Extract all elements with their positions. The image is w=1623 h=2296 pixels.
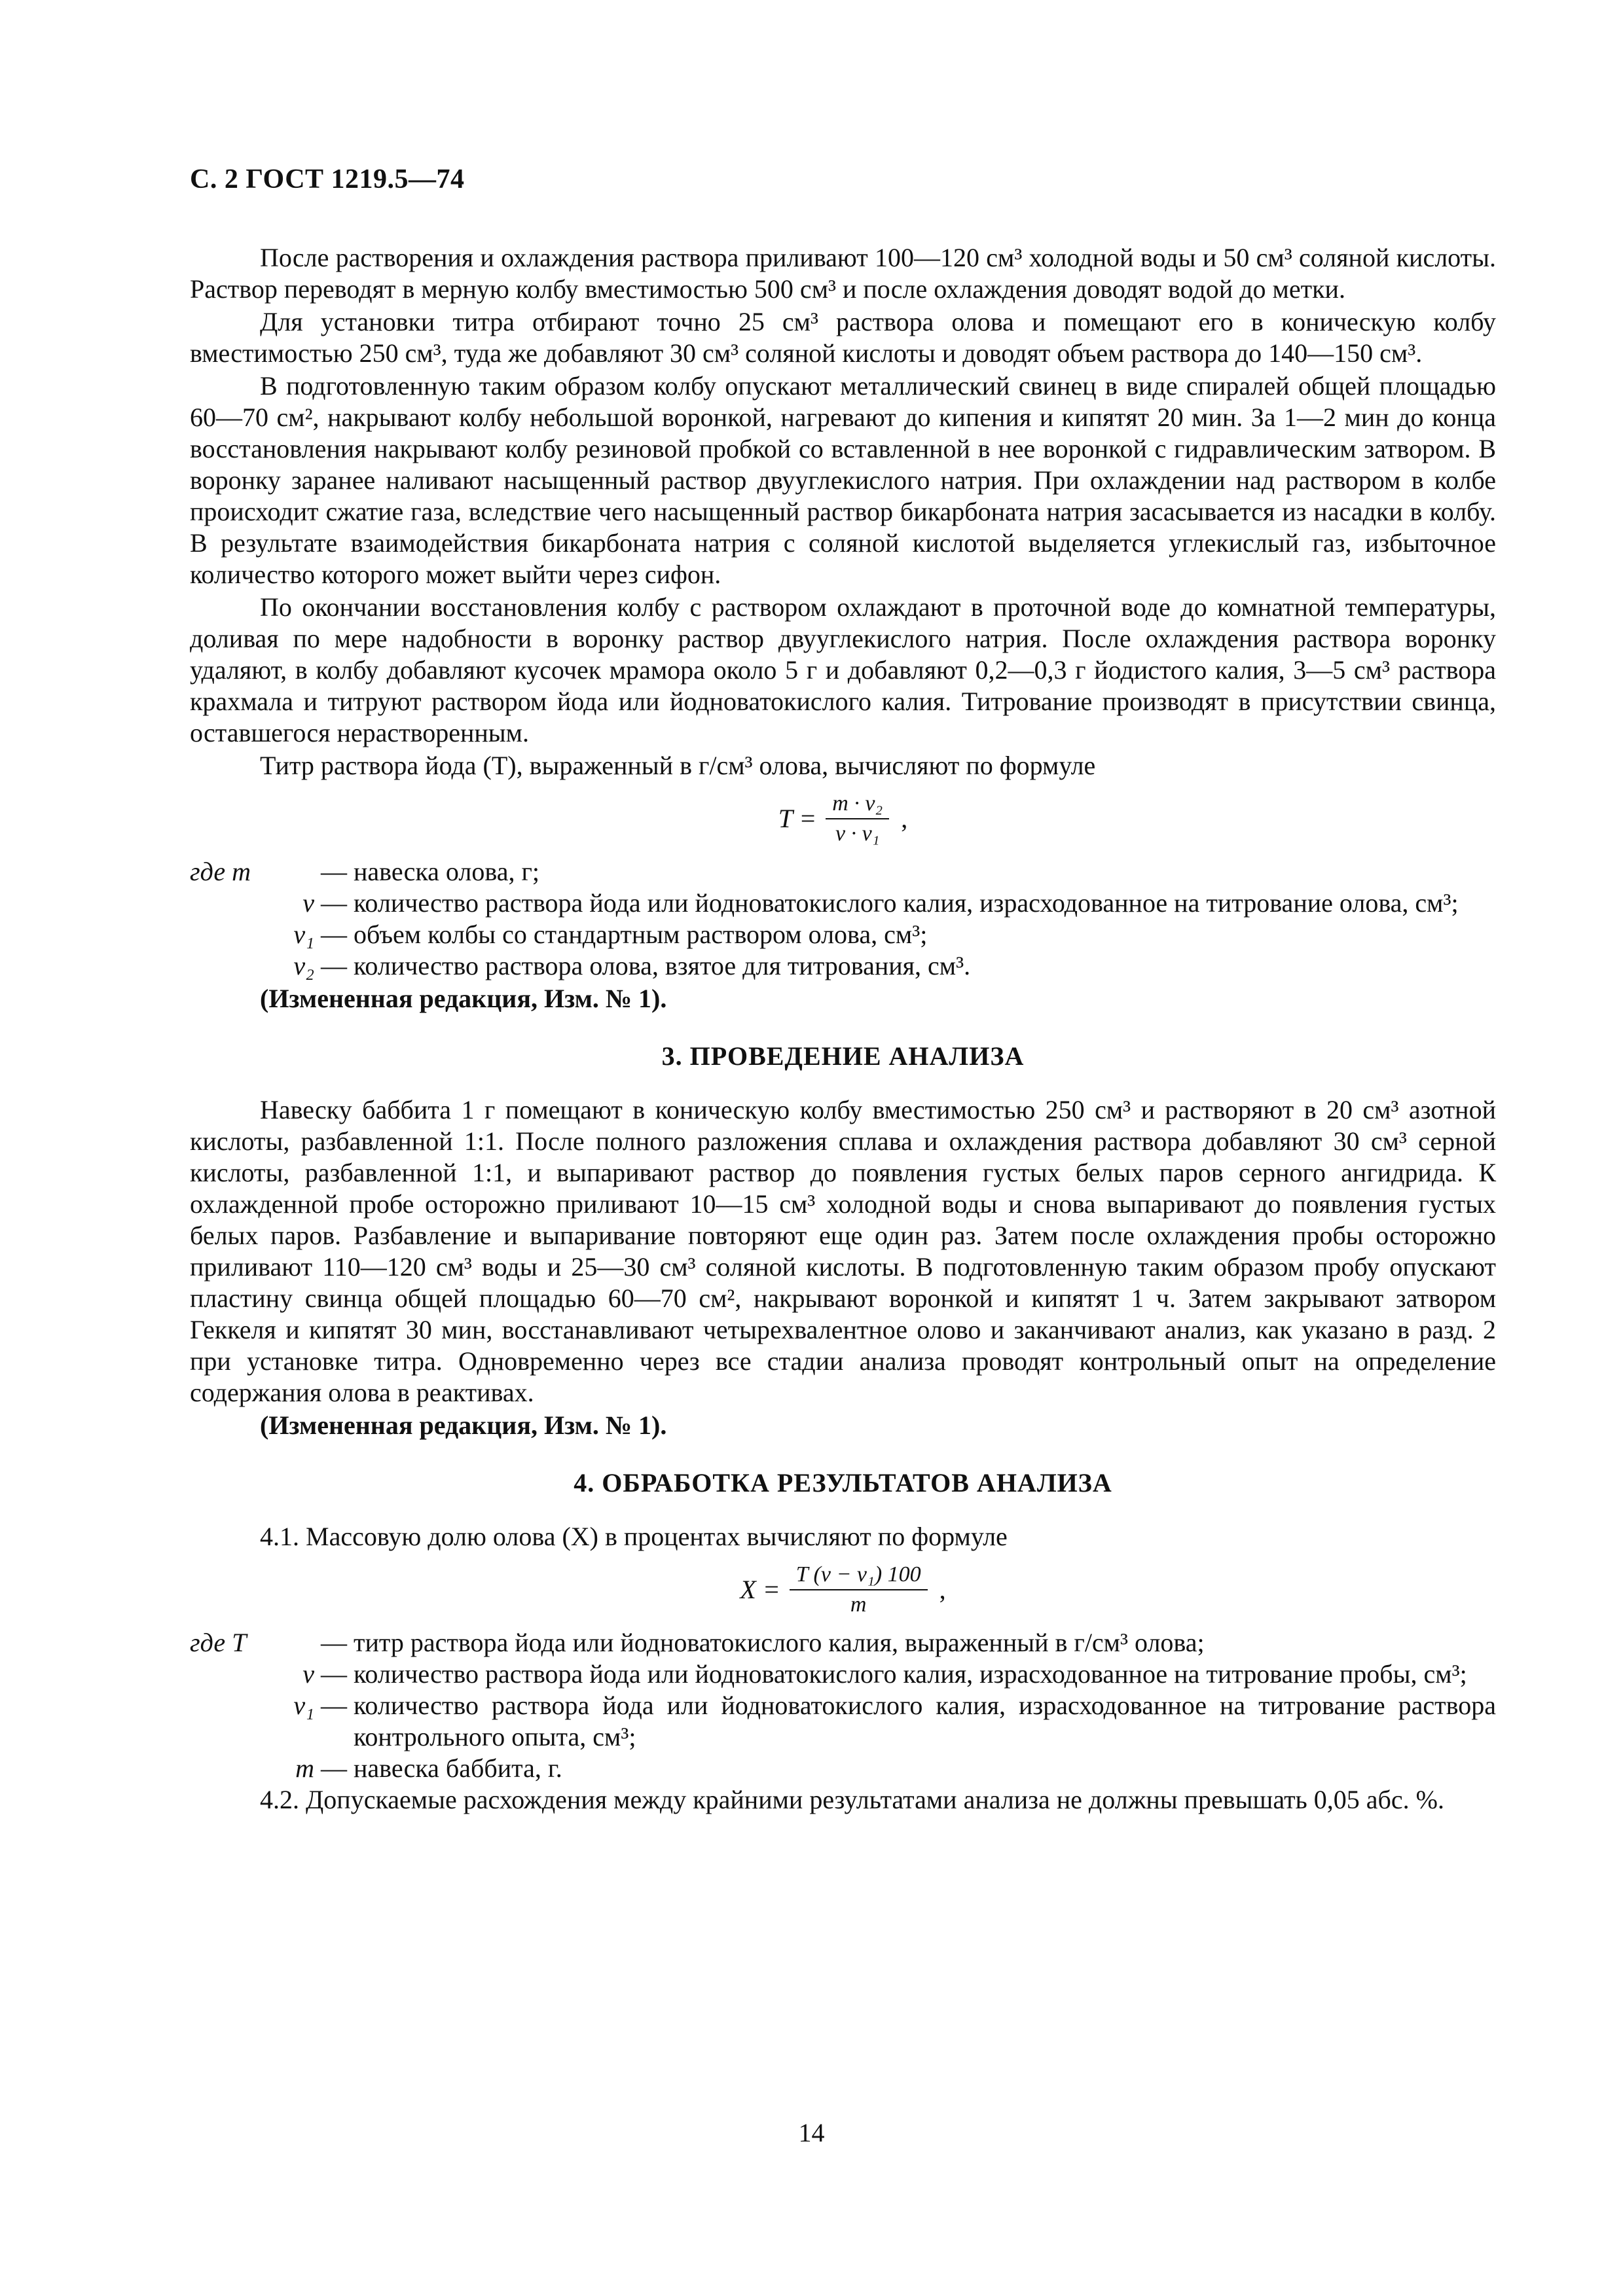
formula-lhs: T = [778,804,817,833]
formula-denominator: m [850,1592,867,1617]
variable-legend [190,1627,1496,1784]
revision-note: (Измененная редакция, Изм. № 1). [260,1410,667,1440]
legend-symbol: v₂ [293,951,314,980]
paragraph: 4.2. Допускаемые расхождения между крайними результатами анализа не должны превышать 0,05 абс. %. [260,1785,1444,1814]
formula-tail: , [901,804,908,833]
formula-fraction [790,1562,928,1618]
legend-row: v₁ — количество раствора йода или йодноватокислого калия, израсходованное на титрование раствора контрольного опыта, см³; [190,1690,1496,1753]
legend-text: навеска олова, г; [354,857,539,886]
legend-symbol: где m [190,857,251,886]
legend-row: v — количество раствора йода или йодноватокислого калия, израсходованное на титрование олова, см³; [190,888,1496,919]
titer-formula [190,791,1496,847]
document-body [190,242,1496,1816]
legend-symbol: где T [190,1628,247,1657]
legend-text: навеска баббита, г. [354,1753,562,1783]
legend-text: количество раствора йода или йодноватокислого калия, израсходованное на титрование олова, см³; [354,888,1459,918]
legend-row: где T — титр раствора йода или йодноватокислого калия, выраженный в г/см³ олова; [190,1627,1496,1659]
legend-text: титр раствора йода или йодноватокислого калия, выраженный в г/см³ олова; [354,1628,1205,1657]
legend-symbol: v₁ [293,1691,314,1720]
revision-note: (Измененная редакция, Изм. № 1). [260,984,667,1013]
legend-text: количество раствора йода или йодноватокислого калия, израсходованное на титрование раствора контрольного опыта, см³; [354,1691,1496,1751]
legend-text: объем колбы со стандартным раствором олова, см³; [354,920,928,949]
formula-lhs: X = [740,1575,780,1604]
legend-row: v — количество раствора йода или йодноватокислого калия, израсходованное на титрование пробы, см³; [190,1659,1496,1690]
paragraph: Титр раствора йода (T), выраженный в г/см³ олова, вычисляют по формуле [260,751,1096,780]
formula-tail: , [939,1575,946,1604]
legend-symbol: v [302,1659,314,1689]
legend-text: количество раствора йода или йодноватокислого калия, израсходованное на титрование пробы, см³; [354,1659,1467,1689]
legend-row: v₁ — объем колбы со стандартным раствором олова, см³; [190,919,1496,950]
variable-legend [190,856,1496,982]
section-title: 4. ОБРАБОТКА РЕЗУЛЬТАТОВ АНАЛИЗА [574,1468,1112,1498]
legend-symbol: v [302,888,314,918]
legend-row: m — навеска баббита, г. [190,1753,1496,1784]
tin-fraction-formula [190,1562,1496,1618]
formula-numerator: T (v − v₁) 100 [790,1562,928,1590]
paragraph: Навеску баббита 1 г помещают в коническую колбу вместимостью 250 см³ и растворяют в 20 см³ азотной кислоты, разбавленной 1:1. После полного разложения сплава и охлаждения раствора добавляют 30 см³ серной кислоты, разбавленной 1:1, и выпаривают раствор до появления густых белых паров серного ангидрида. К охлажденной пробе осторожно приливают 10—15 см³ холодной воды и снова выпаривают до появления густых белых паров. Разбавление и выпаривание повторяют еще один раз. Затем после охлаждения пробы осторожно приливают 110—120 см³ воды и 25—30 см³ соляной кислоты. В подготовленную таким образом пробу опускают пластину свинца общей площадью 60—70 см², накрывают воронкой и кипятят 1 ч. Затем закрывают затвором Геккеля и кипятят 30 мин, восстанавливают четырехвалентное олово и заканчивают анализ, как указано в разд. 2 при установке титра. Одновременно через все стадии анализа проводят контрольный опыт на определение содержания олова в реактивах. [190,1095,1496,1407]
paragraph: 4.1. Массовую долю олова (X) в процентах вычисляют по формуле [260,1522,1008,1551]
formula-denominator: v · v₁ [835,821,880,846]
paragraph: После растворения и охлаждения раствора приливают 100—120 см³ холодной воды и 50 см³ соляной кислоты. Раствор переводят в мерную колбу вместимостью 500 см³ и после охлаждения доводят водой до метки. [190,243,1496,304]
paragraph: Для установки титра отбирают точно 25 см³ раствора олова и помещают его в коническую колбу вместимостью 250 см³, туда же добавляют 30 см³ соляной кислоты и доводят объем раствора до 140—150 см³. [190,307,1496,368]
paragraph: По окончании восстановления колбу с раствором охлаждают в проточной воде до комнатной температуры, доливая по мере надобности в воронку раствор двууглекислого натрия. После охлаждения раствора воронку удаляют, в колбу добавляют кусочек мрамора около 5 г и добавляют 0,2—0,3 г йодистого калия, 3—5 см³ раствора крахмала и титруют раствором йода или йодноватокислого калия. Титрование производят в присутствии свинца, оставшегося нерастворенным. [190,592,1496,747]
legend-row: где m — навеска олова, г; [190,856,1496,888]
legend-symbol: m [295,1753,314,1783]
legend-symbol: v₁ [293,920,314,949]
page-number: 14 [798,2118,825,2147]
page-header: С. 2 ГОСТ 1219.5—74 [190,164,465,194]
paragraph: В подготовленную таким образом колбу опускают металлический свинец в виде спиралей общей площадью 60—70 см², накрывают колбу небольшой воронкой, нагревают до кипения и кипятят 20 мин. За 1—2 мин до конца восстановления накрывают колбу резиновой пробкой со вставленной в нее воронкой с гидравлическим затвором. В воронку заранее наливают насыщенный раствор двууглекислого натрия. При охлаждении над раствором в колбе происходит сжатие газа, вследствие чего насыщенный раствор бикарбоната натрия засасывается из насадки в колбу. В результате взаимодействия бикарбоната натрия с соляной кислотой выделяется углекислый газ, избыточное количество которого может выйти через сифон. [190,371,1496,589]
formula-fraction [826,791,889,847]
legend-text: количество раствора олова, взятое для титрования, см³. [354,951,971,980]
formula-numerator: m · v₂ [826,791,889,819]
section-title: 3. ПРОВЕДЕНИЕ АНАЛИЗА [661,1041,1025,1071]
legend-row: v₂ — количество раствора олова, взятое для титрования, см³. [190,950,1496,982]
